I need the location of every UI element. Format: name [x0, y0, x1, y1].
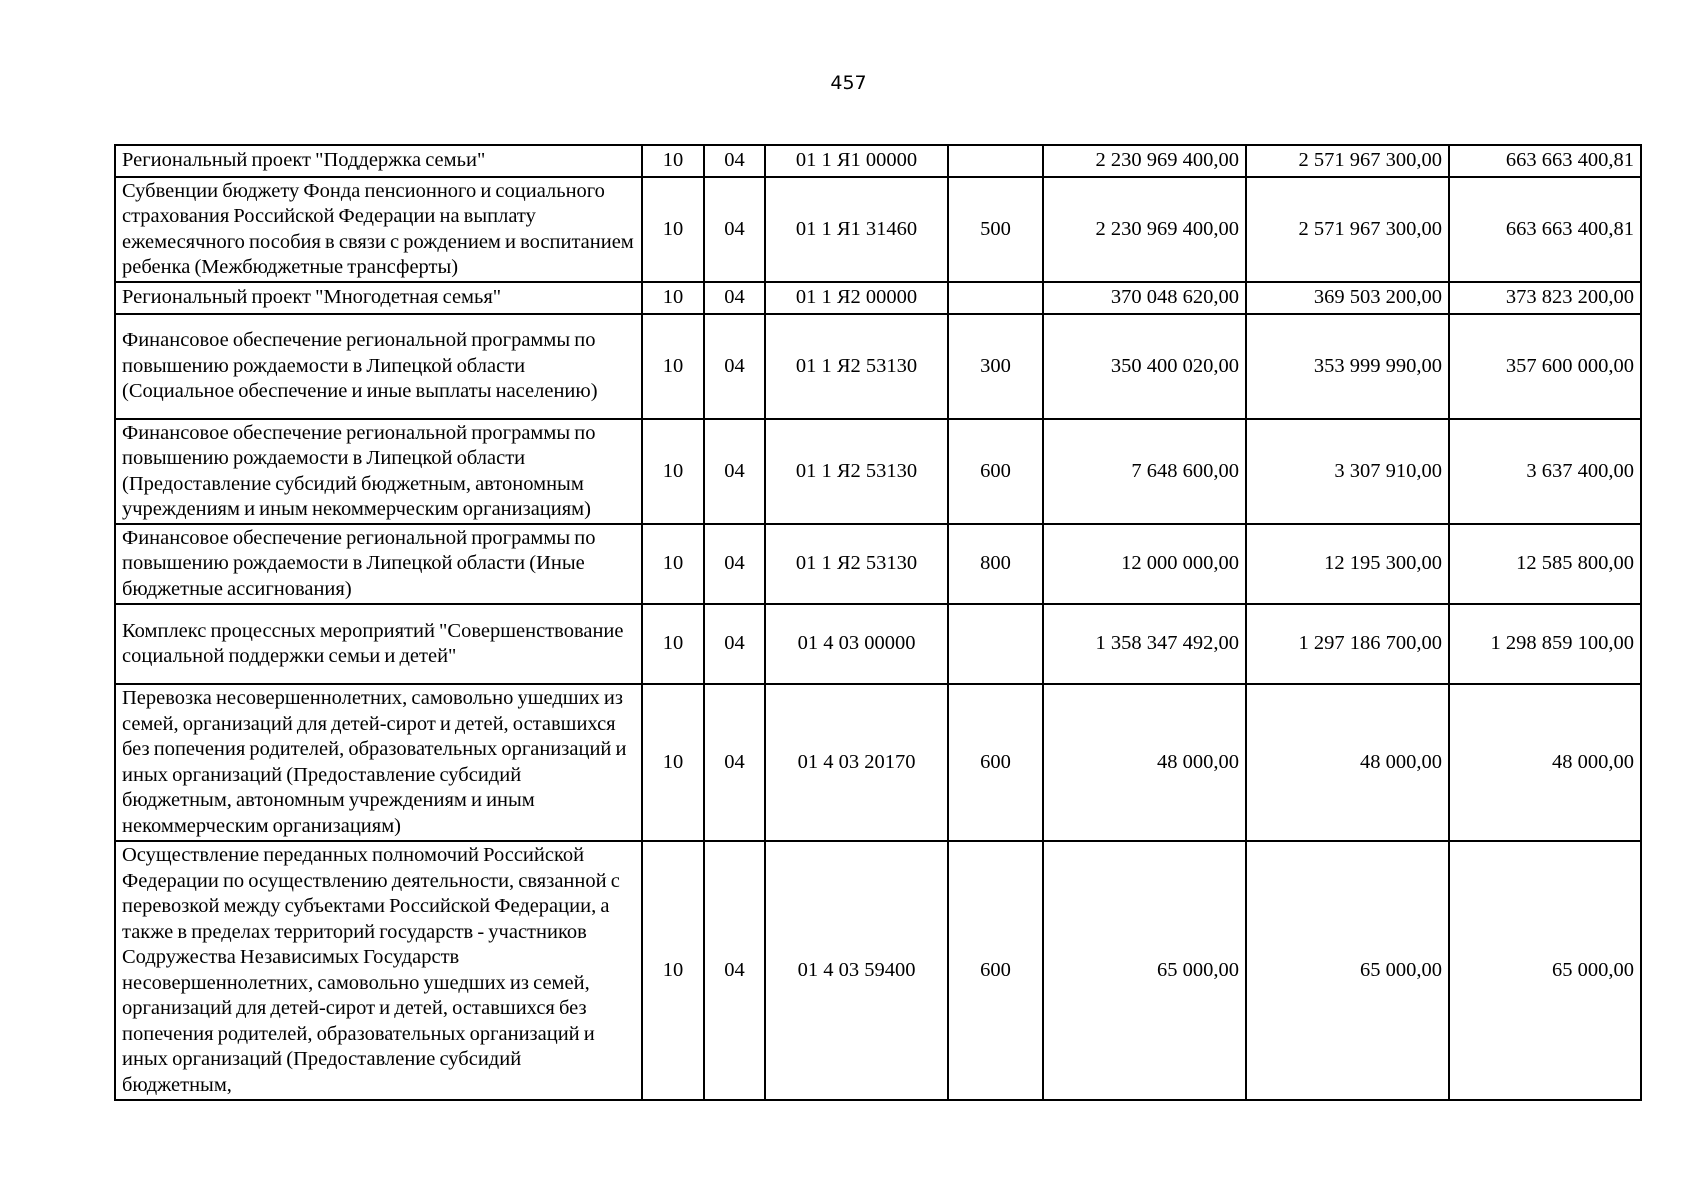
- section-code: 10: [642, 524, 704, 604]
- row-name: Финансовое обеспечение региональной программы по повышению рождаемости в Липецкой области (Иные бюджетные ассигнования): [115, 524, 642, 604]
- target-code: 01 1 Я2 53130: [765, 419, 948, 524]
- amount-year-1: 1 358 347 492,00: [1043, 604, 1246, 684]
- amount-year-1: 2 230 969 400,00: [1043, 145, 1246, 177]
- amount-year-3: 48 000,00: [1449, 684, 1641, 841]
- expense-type: [948, 604, 1043, 684]
- expense-type: 300: [948, 314, 1043, 419]
- expense-type: 600: [948, 419, 1043, 524]
- target-code: 01 1 Я1 31460: [765, 177, 948, 282]
- subsection-code: 04: [704, 419, 765, 524]
- section-code: 10: [642, 145, 704, 177]
- target-code: 01 4 03 20170: [765, 684, 948, 841]
- table-row: [115, 145, 1641, 177]
- amount-year-2: 12 195 300,00: [1246, 524, 1449, 604]
- expense-type: 800: [948, 524, 1043, 604]
- amount-year-1: 65 000,00: [1043, 841, 1246, 1100]
- amount-year-2: 3 307 910,00: [1246, 419, 1449, 524]
- row-name: Субвенции бюджету Фонда пенсионного и социального страхования Российской Федерации на выплату ежемесячного пособия в связи с рождением и воспитанием ребенка (Межбюджетные трансферты): [115, 177, 642, 282]
- section-code: 10: [642, 684, 704, 841]
- subsection-code: 04: [704, 841, 765, 1100]
- table-row: [115, 282, 1641, 314]
- amount-year-3: 663 663 400,81: [1449, 145, 1641, 177]
- section-code: 10: [642, 314, 704, 419]
- expense-type: 600: [948, 841, 1043, 1100]
- amount-year-3: 373 823 200,00: [1449, 282, 1641, 314]
- subsection-code: 04: [704, 145, 765, 177]
- table-row: [115, 419, 1641, 524]
- amount-year-3: 357 600 000,00: [1449, 314, 1641, 419]
- subsection-code: 04: [704, 314, 765, 419]
- table-row: [115, 314, 1641, 419]
- table-row: [115, 684, 1641, 841]
- row-name: Региональный проект "Поддержка семьи": [115, 145, 642, 177]
- amount-year-2: 353 999 990,00: [1246, 314, 1449, 419]
- row-name: Финансовое обеспечение региональной программы по повышению рождаемости в Липецкой области (Социальное обеспечение и иные выплаты населению): [115, 314, 642, 419]
- amount-year-2: 65 000,00: [1246, 841, 1449, 1100]
- row-name: Комплекс процессных мероприятий "Совершенствование социальной поддержки семьи и детей": [115, 604, 642, 684]
- amount-year-2: 1 297 186 700,00: [1246, 604, 1449, 684]
- row-name: Осуществление переданных полномочий Российской Федерации по осуществлению деятельности, связанной с перевозкой между субъектами Российской Федерации, а также в пределах территорий государств - участников Содружества Независимых Государств несовершеннолетних, самовольно ушедших из семей, организаций для детей-сирот и детей, оставшихся без попечения родителей, образовательных организаций и иных организаций (Предоставление субсидий бюджетным,: [115, 841, 642, 1100]
- subsection-code: 04: [704, 524, 765, 604]
- amount-year-3: 3 637 400,00: [1449, 419, 1641, 524]
- target-code: 01 4 03 59400: [765, 841, 948, 1100]
- amount-year-1: 7 648 600,00: [1043, 419, 1246, 524]
- amount-year-1: 350 400 020,00: [1043, 314, 1246, 419]
- table-row: [115, 841, 1641, 1100]
- page-number: 457: [830, 72, 867, 94]
- table-row: [115, 604, 1641, 684]
- expense-type: 600: [948, 684, 1043, 841]
- row-name: Перевозка несовершеннолетних, самовольно ушедших из семей, организаций для детей-сирот и детей, оставшихся без попечения родителей, образовательных организаций и иных организаций (Предоставление субсидий бюджетным, автономным учреждениям и иным некоммерческим организациям): [115, 684, 642, 841]
- amount-year-3: 1 298 859 100,00: [1449, 604, 1641, 684]
- subsection-code: 04: [704, 177, 765, 282]
- section-code: 10: [642, 604, 704, 684]
- amount-year-3: 663 663 400,81: [1449, 177, 1641, 282]
- expense-type: [948, 282, 1043, 314]
- expense-type: 500: [948, 177, 1043, 282]
- target-code: 01 1 Я2 53130: [765, 314, 948, 419]
- section-code: 10: [642, 841, 704, 1100]
- amount-year-2: 48 000,00: [1246, 684, 1449, 841]
- section-code: 10: [642, 177, 704, 282]
- amount-year-1: 370 048 620,00: [1043, 282, 1246, 314]
- target-code: 01 4 03 00000: [765, 604, 948, 684]
- subsection-code: 04: [704, 604, 765, 684]
- section-code: 10: [642, 419, 704, 524]
- budget-table: [114, 144, 1642, 1101]
- target-code: 01 1 Я1 00000: [765, 145, 948, 177]
- expense-type: [948, 145, 1043, 177]
- amount-year-1: 12 000 000,00: [1043, 524, 1246, 604]
- amount-year-1: 48 000,00: [1043, 684, 1246, 841]
- section-code: 10: [642, 282, 704, 314]
- row-name: Региональный проект "Многодетная семья": [115, 282, 642, 314]
- amount-year-2: 2 571 967 300,00: [1246, 145, 1449, 177]
- amount-year-2: 369 503 200,00: [1246, 282, 1449, 314]
- table-row: [115, 524, 1641, 604]
- amount-year-3: 12 585 800,00: [1449, 524, 1641, 604]
- amount-year-2: 2 571 967 300,00: [1246, 177, 1449, 282]
- amount-year-3: 65 000,00: [1449, 841, 1641, 1100]
- target-code: 01 1 Я2 00000: [765, 282, 948, 314]
- row-name: Финансовое обеспечение региональной программы по повышению рождаемости в Липецкой области (Предоставление субсидий бюджетным, автономным учреждениям и иным некоммерческим организациям): [115, 419, 642, 524]
- subsection-code: 04: [704, 282, 765, 314]
- table-row: [115, 177, 1641, 282]
- target-code: 01 1 Я2 53130: [765, 524, 948, 604]
- amount-year-1: 2 230 969 400,00: [1043, 177, 1246, 282]
- subsection-code: 04: [704, 684, 765, 841]
